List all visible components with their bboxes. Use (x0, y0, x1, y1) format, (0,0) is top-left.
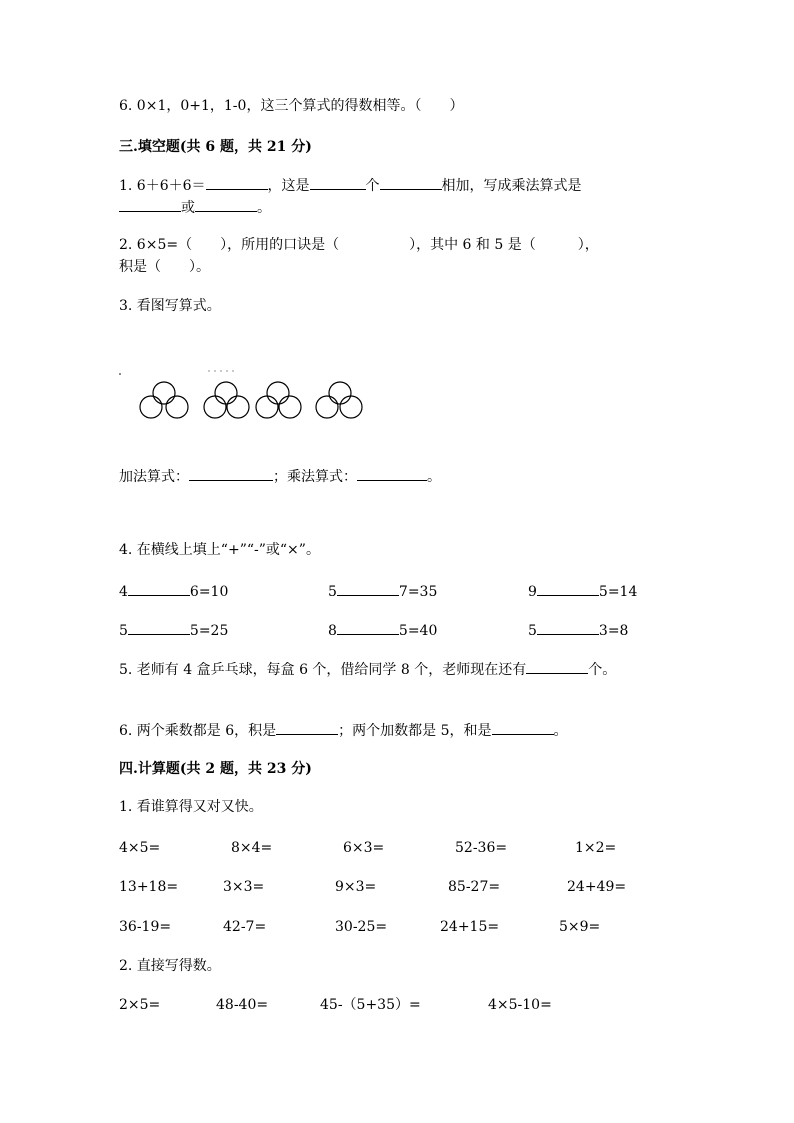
calc-item: 1×2= (575, 840, 617, 856)
calc-item: 5×9= (559, 919, 601, 935)
direct-calc-item: 4×5-10= (488, 997, 552, 1013)
section-3-heading: 三.填空题(共 6 题，共 21 分) (119, 139, 312, 155)
operand: 5=40 (398, 623, 438, 639)
answer-blank[interactable] (119, 197, 181, 212)
multiplication-label: ；乘法算式： (273, 469, 357, 485)
fill-q5-text-a: 5. 老师有 4 盒乒乓球，每盒 6 个，借给同学 8 个，老师现在还有 (119, 662, 527, 678)
calc-question-2-text: 2. 直接写得数。 (119, 958, 221, 974)
circle-group (140, 382, 188, 418)
operand: 5 (528, 623, 537, 639)
calc-item: 24+15= (440, 919, 500, 935)
fill-question-4-text: 4. 在横线上填上“+”“-”或“×”。 (119, 542, 320, 558)
operator-blank[interactable] (537, 581, 599, 596)
fill-q1-text-a: 1. 6＋6＋6＝ (119, 178, 206, 194)
answer-blank[interactable] (526, 659, 588, 674)
end-mark: 。 (427, 469, 441, 485)
fill-q1-text-b: ，这是 (267, 178, 310, 194)
calc-item: 13+18= (119, 879, 179, 895)
operator-blank-item (528, 581, 637, 602)
operand: 4 (119, 584, 128, 600)
calc-item: 42-7= (223, 919, 267, 935)
fill-question-1-line1 (119, 175, 582, 196)
calc-item: 85-27= (448, 879, 501, 895)
fill-q5-text-b: 个。 (588, 662, 617, 678)
fill-q1-text-e: 或 (181, 200, 195, 216)
circle-group (256, 382, 301, 418)
operator-blank-item (528, 620, 628, 641)
answer-blank[interactable] (206, 175, 268, 190)
operator-blank-item (119, 620, 228, 641)
fill-q6-text-c: 。 (553, 723, 568, 739)
calc-question-1-text: 1. 看谁算得又对又快。 (119, 799, 263, 815)
calc-item: 4×5= (119, 840, 161, 856)
calc-item: 24+49= (567, 879, 627, 895)
calc-item: 30-25= (335, 919, 388, 935)
calc-item: 8×4= (231, 840, 273, 856)
operand: 8 (328, 623, 337, 639)
operator-blank[interactable] (128, 581, 190, 596)
circle-group (204, 382, 249, 418)
calc-item: 3×3= (223, 879, 265, 895)
answer-blank[interactable] (276, 720, 338, 735)
operator-blank-item (328, 620, 437, 641)
fill-question-5 (119, 659, 616, 680)
operand: 3=8 (598, 623, 629, 639)
direct-calc-item: 45-（5+35）= (320, 997, 421, 1013)
fill-q1-text-d: 相加，写成乘法算式是 (441, 178, 582, 194)
operand: 5=25 (189, 623, 229, 639)
fill-q6-text-a: 6. 两个乘数都是 6，积是 (119, 723, 277, 739)
fill-q6-text-b: ；两个加数都是 5，和是 (338, 723, 492, 739)
answer-blank[interactable] (380, 175, 442, 190)
fill-question-2-line1: 2. 6×5=（ ），所用的口诀是（ ），其中 6 和 5 是（ ）， (119, 237, 599, 253)
calc-item: 36-19= (119, 919, 172, 935)
operand: 7=35 (398, 584, 438, 600)
fill-question-2-line2: 积是（ ）。 (119, 259, 210, 275)
operand: 5=14 (598, 584, 638, 600)
operator-blank[interactable] (128, 620, 190, 635)
fill-question-6 (119, 720, 568, 741)
direct-calc-item: 2×5= (119, 997, 161, 1013)
direct-calc-item: 48-40= (216, 997, 269, 1013)
operand: 5 (119, 623, 128, 639)
operator-blank-item (119, 581, 228, 602)
answer-blank[interactable] (357, 466, 427, 481)
fill-question-3-text: 3. 看图写算式。 (119, 298, 221, 314)
calc-item: 9×3= (335, 879, 377, 895)
answer-blank[interactable] (492, 720, 554, 735)
operand: 6=10 (189, 584, 229, 600)
circle-group (316, 382, 362, 418)
operator-blank-item (328, 581, 437, 602)
calc-item: 6×3= (343, 840, 385, 856)
answer-blank[interactable] (189, 466, 273, 481)
answer-blank[interactable] (310, 175, 366, 190)
fill-q1-text-c: 个 (365, 178, 380, 194)
operator-blank[interactable] (337, 581, 399, 596)
fill-q1-text-f: 。 (257, 200, 271, 216)
question-6-true-false: 6. 0×1，0+1，1-0，这三个算式的得数相等。（ ） (119, 98, 464, 114)
operator-blank[interactable] (537, 620, 599, 635)
operator-blank[interactable] (337, 620, 399, 635)
circle-groups-figure (118, 362, 378, 422)
addition-label: 加法算式： (119, 469, 189, 485)
operand: 9 (528, 584, 537, 600)
fill-question-1-line2 (119, 197, 271, 218)
fill-question-3-answers (119, 466, 441, 487)
calc-item: 52-36= (455, 840, 508, 856)
operand: 5 (328, 584, 337, 600)
section-4-heading: 四.计算题(共 2 题，共 23 分) (119, 761, 312, 777)
answer-blank[interactable] (195, 197, 257, 212)
